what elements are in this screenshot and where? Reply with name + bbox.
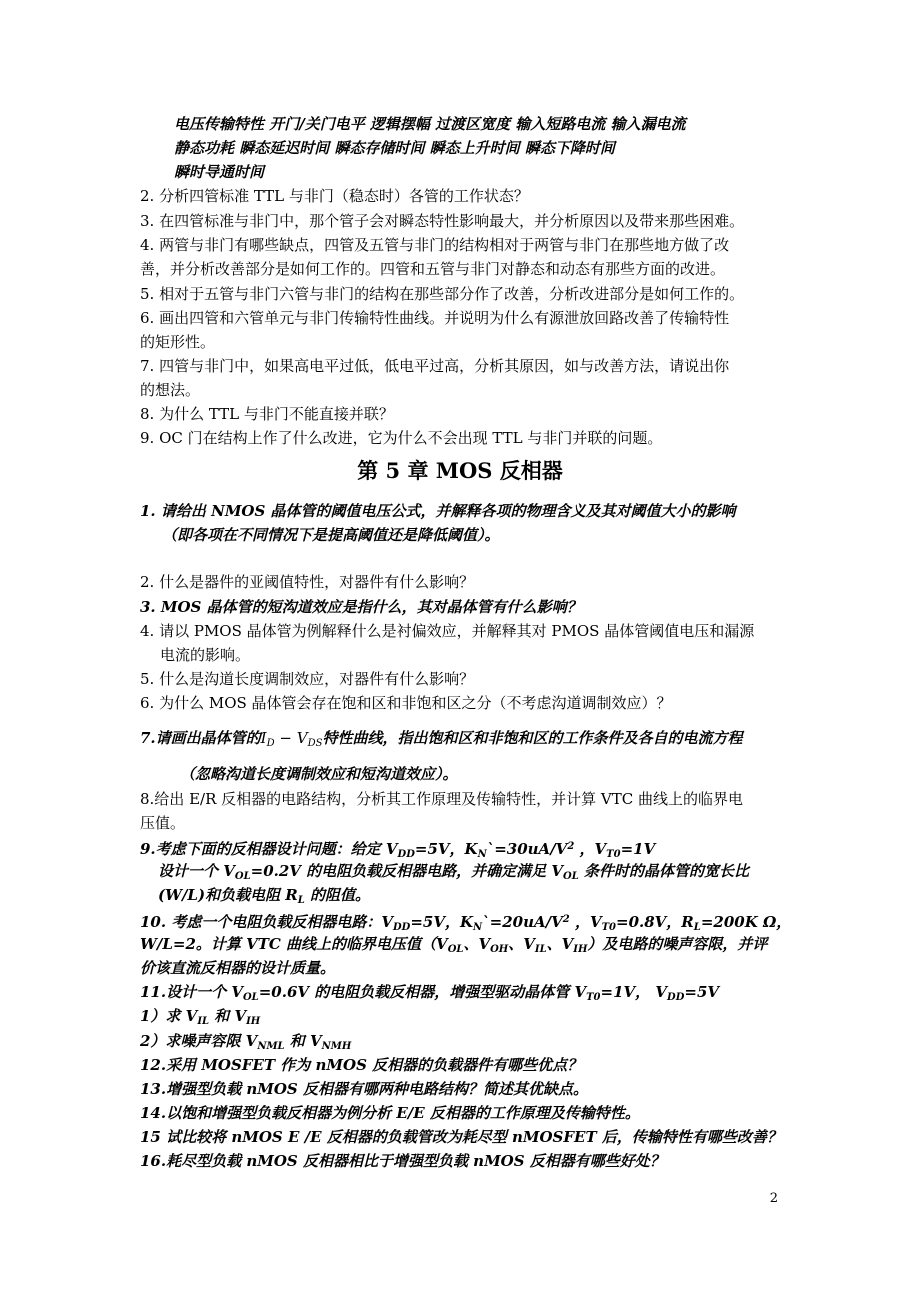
terms-line-2: 静态功耗 瞬态延迟时间 瞬态存储时间 瞬态上升时间 瞬态下降时间 [174, 139, 615, 157]
ttl-question-7a: 7. 四管与非门中，如果高电平过低，低电平过高，分析其原因，如与改善方法，请说出你 [140, 357, 730, 375]
ttl-question-4b: 善，并分析改善部分是如何工作的。四管和五管与非门对静态和动态有那些方面的改进。 [140, 260, 726, 278]
mos-question-10c: 价该直流反相器的设计质量。 [140, 959, 336, 977]
page-number: 2 [769, 1191, 778, 1206]
mos-question-12: 12.采用 MOSFET 作为 nMOS 反相器的负载器件有哪些优点？ [140, 1056, 583, 1074]
ttl-question-3: 3. 在四管标准与非门中，那个管子会对瞬态特性影响最大，并分析原因以及带来那些困难。 [140, 212, 745, 230]
mos-question-3: 3. MOS 晶体管的短沟道效应是指什么，其对晶体管有什么影响？ [140, 598, 582, 616]
mos-question-1b: （即各项在不同情况下是提高阈值还是降低阈值）。 [162, 526, 500, 544]
terms-line-1: 电压传输特性 开门/关门电平 逻辑摆幅 过渡区宽度 输入短路电流 输入漏电流 [174, 115, 686, 133]
chapter-title: 第 5 章 MOS 反相器 [357, 458, 563, 483]
mos-question-5: 5. 什么是沟道长度调制效应，对器件有什么影响？ [140, 670, 475, 688]
mos-question-10b: W/L=2。计算 VTC 曲线上的临界电压值（$V_{OL}$、$V_{OH}$、$V_{IL}$、$V_{IH}$）及电路的噪声容限，并评 [140, 935, 768, 955]
mos-question-11-sub2: 2）求噪声容限 $V_{NML}$ 和 $V_{NMH}$ [140, 1032, 352, 1052]
mos-question-4b: 电流的影响。 [160, 646, 251, 664]
ttl-question-4a: 4. 两管与非门有哪些缺点，四管及五管与非门的结构相对于两管与非门在那些地方做了改 [140, 236, 730, 254]
mos-question-4a: 4. 请以 PMOS 晶体管为例解释什么是衬偏效应，并解释其对 PMOS 晶体管阈值电压和漏源 [140, 622, 755, 640]
mos-question-7b: （忽略沟道长度调制效应和短沟道效应）。 [180, 765, 458, 783]
mos-question-9c: (W/L)和负载电阻 $R_L$ 的阻值。 [158, 886, 371, 906]
mos-question-11-sub1: 1）求 $V_{IL}$ 和 $V_{IH}$ [140, 1007, 261, 1027]
mos-question-8a: 8.给出 E/R 反相器的电路结构，分析其工作原理及传输特性，并计算 VTC 曲线上的临界电 [140, 790, 743, 808]
terms-line-3: 瞬时导通时间 [174, 163, 265, 181]
mos-question-1a: 1. 请给出 NMOS 晶体管的阈值电压公式，并解释各项的物理含义及其对阈值大小的影响 [140, 502, 736, 520]
mos-question-2: 2. 什么是器件的亚阈值特性，对器件有什么影响？ [140, 573, 475, 591]
mos-question-13: 13.增强型负载 nMOS 反相器有哪两种电路结构？简述其优缺点。 [140, 1080, 588, 1098]
ttl-question-9: 9. OC 门在结构上作了什么改进，它为什么不会出现 TTL 与非门并联的问题。 [140, 429, 663, 447]
mos-question-7a: 7.请画出晶体管的$I_D - V_{DS}$特性曲线，指出饱和区和非饱和区的工作条件及各自的电流方程 [140, 729, 743, 749]
ttl-question-2: 2. 分析四管标准 TTL 与非门（稳态时）各管的工作状态？ [140, 187, 529, 205]
mos-question-10a: 10. 考虑一个电阻负载反相器电路：$V_{DD}=5V$，$K_N`=20uA/V^2$ ，$V_{T0}=0.8V$，$R_L=200K$ Ω， [140, 913, 792, 933]
ttl-question-5: 5. 相对于五管与非门六管与非门的结构在那些部分作了改善，分析改进部分是如何工作的。 [140, 285, 745, 303]
ttl-question-7b: 的想法。 [140, 381, 201, 399]
ttl-question-6a: 6. 画出四管和六管单元与非门传输特性曲线。并说明为什么有源泄放回路改善了传输特性 [140, 309, 730, 327]
mos-question-9b: 设计一个 $V_{OL}=0.2V$ 的电阻负载反相器电路，并确定满足 $V_{OL}$ 条件时的晶体管的宽长比 [158, 862, 749, 882]
mos-question-16: 16.耗尽型负载 nMOS 反相器相比于增强型负载 nMOS 反相器有哪些好处？ [140, 1152, 665, 1170]
mos-question-8b: 压值。 [140, 814, 186, 832]
formula-id-vds: $I_D - V_{DS}$ [260, 729, 323, 749]
ttl-question-8: 8. 为什么 TTL 与非门不能直接并联？ [140, 405, 394, 423]
mos-question-14: 14.以饱和增强型负载反相器为例分析 E/E 反相器的工作原理及传输特性。 [140, 1104, 640, 1122]
ttl-question-6b: 的矩形性。 [140, 333, 216, 351]
mos-question-6: 6. 为什么 MOS 晶体管会存在饱和区和非饱和区之分（不考虑沟道调制效应）？ [140, 694, 672, 712]
mos-question-11a: 11.设计一个 $V_{OL}=0.6V$ 的电阻负载反相器，增强型驱动晶体管 $V_{T0}=1V$， $V_{DD}=5V$ [140, 983, 720, 1003]
mos-question-9a: 9.考虑下面的反相器设计问题：给定 $V_{DD}=5V$，$K_N`=30uA/V^2$ ，$V_{T0}=1V$ [140, 840, 656, 860]
mos-question-15: 15 试比较将 nMOS E /E 反相器的负载管改为耗尽型 nMOSFET 后，传输特性有哪些改善？ [140, 1128, 782, 1146]
